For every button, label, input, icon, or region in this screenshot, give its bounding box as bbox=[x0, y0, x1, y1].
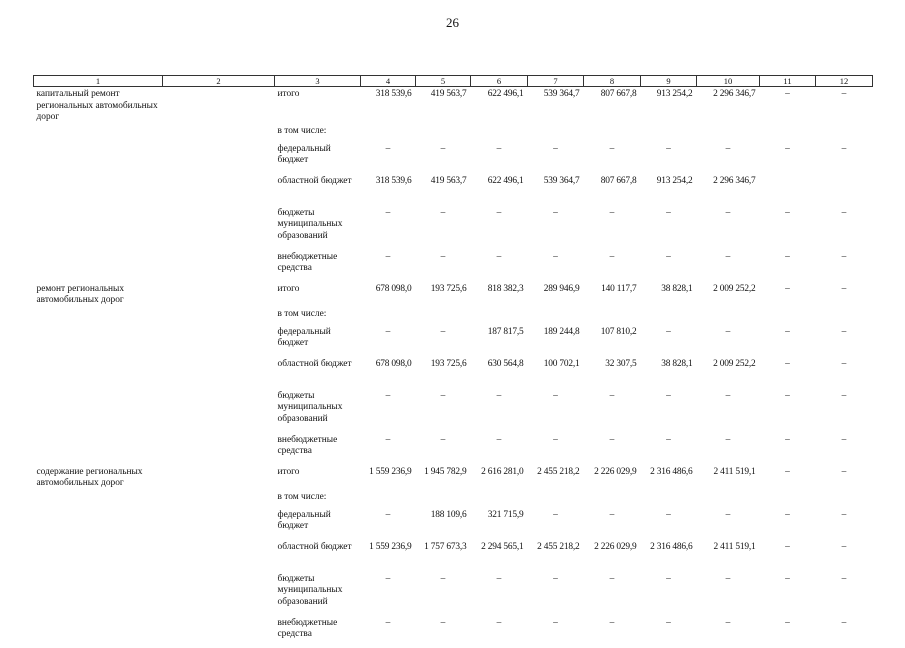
value-cell: 318 539,6 bbox=[375, 89, 412, 99]
value-cell bbox=[816, 124, 873, 142]
value-cell: 678 098,0 bbox=[375, 283, 412, 294]
value-cell bbox=[697, 490, 760, 508]
value-cell: – bbox=[553, 573, 558, 584]
table-row bbox=[34, 124, 873, 142]
empty-cell bbox=[163, 433, 275, 465]
value-cell bbox=[641, 307, 697, 325]
value-cell: – bbox=[785, 207, 790, 218]
value-cell: – bbox=[440, 143, 446, 154]
table-row bbox=[34, 490, 873, 508]
column-number: 3 bbox=[275, 76, 361, 87]
value-cell: – bbox=[385, 509, 391, 520]
value-cell: – bbox=[609, 143, 615, 154]
empty-cell bbox=[34, 174, 163, 206]
row-label: итого bbox=[277, 283, 300, 294]
value-cell bbox=[416, 490, 471, 508]
value-cell: – bbox=[785, 573, 790, 584]
value-cell: 2 226 029,9 bbox=[594, 541, 637, 552]
value-cell: – bbox=[609, 573, 615, 584]
empty-cell bbox=[34, 307, 163, 325]
table-row bbox=[34, 616, 873, 648]
value-cell: – bbox=[841, 143, 847, 154]
column-number: 5 bbox=[416, 76, 471, 87]
table-row bbox=[34, 465, 873, 490]
empty-cell bbox=[34, 540, 163, 572]
value-cell: – bbox=[841, 326, 847, 337]
value-cell: – bbox=[725, 434, 731, 445]
value-cell: – bbox=[841, 541, 847, 552]
value-cell bbox=[528, 490, 584, 508]
value-cell bbox=[760, 490, 816, 508]
empty-cell bbox=[163, 490, 275, 508]
value-cell: 1 945 782,9 bbox=[424, 466, 467, 477]
column-number: 2 bbox=[163, 76, 275, 87]
value-cell: – bbox=[666, 251, 671, 262]
value-cell bbox=[361, 124, 416, 142]
value-cell: 140 117,7 bbox=[601, 283, 637, 294]
value-cell: – bbox=[725, 207, 731, 218]
row-label: итого bbox=[277, 89, 300, 99]
value-cell: – bbox=[666, 573, 671, 584]
row-label: федеральный бюджет bbox=[277, 509, 331, 531]
value-cell: – bbox=[666, 617, 671, 628]
value-cell: – bbox=[841, 358, 847, 369]
row-label: федеральный бюджет bbox=[277, 143, 331, 165]
value-cell: – bbox=[440, 573, 446, 584]
value-cell: – bbox=[385, 143, 391, 154]
value-cell: 321 715,9 bbox=[487, 509, 524, 520]
value-cell: 187 817,5 bbox=[487, 326, 524, 337]
value-cell: – bbox=[785, 251, 790, 262]
value-cell: – bbox=[841, 283, 847, 294]
value-cell: 2 296 346,7 bbox=[713, 175, 756, 186]
value-cell bbox=[697, 124, 760, 142]
section-title: капитальный ремонт региональных автомобильных дорог bbox=[36, 89, 158, 122]
empty-cell bbox=[163, 174, 275, 206]
column-number: 4 bbox=[361, 76, 416, 87]
value-cell: – bbox=[841, 573, 847, 584]
column-number: 8 bbox=[584, 76, 641, 87]
value-cell: 419 563,7 bbox=[430, 89, 467, 99]
value-cell: – bbox=[609, 509, 615, 520]
value-cell: – bbox=[440, 390, 446, 401]
value-cell bbox=[471, 490, 528, 508]
row-label: внебюджетные средства bbox=[277, 617, 338, 639]
value-cell: – bbox=[496, 617, 502, 628]
value-cell: – bbox=[385, 573, 391, 584]
value-cell bbox=[528, 307, 584, 325]
row-label: итого bbox=[277, 466, 300, 477]
value-cell: – bbox=[666, 326, 671, 337]
value-cell: – bbox=[666, 434, 671, 445]
value-cell bbox=[816, 307, 873, 325]
table-row bbox=[34, 206, 873, 250]
value-cell bbox=[760, 307, 816, 325]
empty-cell bbox=[163, 572, 275, 616]
value-cell: – bbox=[553, 617, 558, 628]
empty-cell bbox=[163, 87, 275, 124]
row-label: в том числе: bbox=[277, 491, 327, 502]
value-cell: 630 564,8 bbox=[487, 358, 524, 369]
value-cell bbox=[471, 124, 528, 142]
value-cell: – bbox=[553, 251, 558, 262]
row-label: бюджеты муниципальных образований bbox=[277, 573, 343, 607]
value-cell: 289 946,9 bbox=[543, 283, 580, 294]
value-cell: – bbox=[496, 390, 502, 401]
value-cell: 188 109,6 bbox=[430, 509, 467, 520]
value-cell: – bbox=[496, 573, 502, 584]
value-cell: – bbox=[385, 617, 391, 628]
row-label: внебюджетные средства bbox=[277, 434, 338, 456]
empty-cell bbox=[34, 124, 163, 142]
value-cell bbox=[641, 490, 697, 508]
value-cell: 622 496,1 bbox=[487, 175, 524, 186]
value-cell: 818 382,3 bbox=[487, 283, 524, 294]
value-cell: – bbox=[785, 283, 790, 294]
empty-cell bbox=[163, 389, 275, 433]
value-cell: – bbox=[496, 143, 502, 154]
empty-cell bbox=[34, 508, 163, 540]
value-cell bbox=[584, 307, 641, 325]
value-cell: 2 616 281,0 bbox=[481, 466, 524, 477]
row-label: в том числе: bbox=[277, 308, 327, 319]
section-title: ремонт региональных автомобильных дорог bbox=[36, 283, 125, 305]
row-label: в том числе: bbox=[277, 125, 327, 136]
value-cell: – bbox=[609, 617, 615, 628]
value-cell: 807 667,8 bbox=[600, 175, 637, 186]
value-cell: 419 563,7 bbox=[430, 175, 467, 186]
value-cell: 913 254,2 bbox=[656, 175, 693, 186]
value-cell: – bbox=[666, 207, 671, 218]
empty-cell bbox=[163, 307, 275, 325]
column-number: 11 bbox=[760, 76, 816, 87]
value-cell: – bbox=[725, 617, 731, 628]
empty-cell bbox=[163, 142, 275, 174]
empty-cell bbox=[34, 616, 163, 648]
value-cell: 678 098,0 bbox=[375, 358, 412, 369]
value-cell: 107 810,2 bbox=[600, 326, 637, 337]
table-row bbox=[34, 250, 873, 282]
value-cell: 2 455 218,2 bbox=[537, 466, 580, 477]
value-cell: – bbox=[725, 573, 731, 584]
value-cell: – bbox=[496, 207, 502, 218]
value-cell: 38 828,1 bbox=[661, 358, 693, 369]
empty-cell bbox=[163, 124, 275, 142]
value-cell: – bbox=[785, 541, 790, 552]
empty-cell bbox=[34, 142, 163, 174]
value-cell bbox=[361, 490, 416, 508]
value-cell: – bbox=[785, 466, 790, 477]
table-body bbox=[34, 87, 873, 648]
value-cell: 2 316 486,6 bbox=[650, 466, 693, 477]
value-cell: – bbox=[785, 143, 790, 154]
value-cell: – bbox=[666, 390, 671, 401]
value-cell: 193 725,6 bbox=[430, 283, 467, 294]
value-cell: 100 702,1 bbox=[543, 358, 580, 369]
value-cell: 318 539,6 bbox=[375, 175, 412, 186]
value-cell bbox=[584, 124, 641, 142]
value-cell: 2 226 029,9 bbox=[594, 466, 637, 477]
column-number: 7 bbox=[528, 76, 584, 87]
table-row bbox=[34, 433, 873, 465]
value-cell bbox=[361, 307, 416, 325]
empty-cell bbox=[163, 465, 275, 490]
table-row bbox=[34, 508, 873, 540]
value-cell: – bbox=[725, 509, 731, 520]
table-row bbox=[34, 540, 873, 572]
value-cell: 807 667,8 bbox=[600, 89, 637, 99]
empty-cell bbox=[163, 282, 275, 307]
value-cell bbox=[760, 124, 816, 142]
value-cell: – bbox=[553, 143, 558, 154]
value-cell: – bbox=[440, 434, 446, 445]
value-cell bbox=[816, 490, 873, 508]
empty-cell bbox=[163, 325, 275, 357]
value-cell: – bbox=[666, 143, 671, 154]
budget-table bbox=[33, 75, 873, 648]
value-cell: 1 559 236,9 bbox=[369, 466, 412, 477]
value-cell: – bbox=[785, 89, 790, 99]
value-cell: 2 009 252,2 bbox=[713, 283, 756, 294]
value-cell: 539 364,7 bbox=[543, 175, 580, 186]
row-label: внебюджетные средства bbox=[277, 251, 338, 273]
column-number: 6 bbox=[471, 76, 528, 87]
table-row bbox=[34, 174, 873, 206]
value-cell: 32 307,5 bbox=[605, 358, 637, 369]
table-row bbox=[34, 142, 873, 174]
header-row bbox=[34, 76, 873, 87]
value-cell: – bbox=[785, 358, 790, 369]
value-cell: 193 725,6 bbox=[430, 358, 467, 369]
table-row bbox=[34, 572, 873, 616]
value-cell: – bbox=[841, 390, 847, 401]
row-label: бюджеты муниципальных образований bbox=[277, 390, 343, 424]
value-cell: – bbox=[785, 509, 790, 520]
row-label: федеральный бюджет bbox=[277, 326, 331, 348]
row-label: областной бюджет bbox=[277, 541, 352, 552]
value-cell: 913 254,2 bbox=[656, 89, 693, 99]
column-number: 12 bbox=[816, 76, 873, 87]
value-cell bbox=[760, 174, 816, 206]
section-title: содержание региональных автомобильных дорог bbox=[36, 466, 143, 488]
page-number: 26 bbox=[446, 15, 459, 30]
value-cell bbox=[584, 490, 641, 508]
row-label: областной бюджет bbox=[277, 358, 352, 369]
empty-cell bbox=[34, 490, 163, 508]
value-cell: – bbox=[841, 251, 847, 262]
empty-cell bbox=[34, 325, 163, 357]
value-cell: – bbox=[666, 509, 671, 520]
value-cell: – bbox=[725, 326, 731, 337]
value-cell: – bbox=[841, 509, 847, 520]
value-cell: – bbox=[440, 207, 446, 218]
value-cell: – bbox=[725, 390, 731, 401]
value-cell bbox=[528, 124, 584, 142]
table-row bbox=[34, 357, 873, 389]
column-numbers-header bbox=[34, 76, 873, 87]
value-cell: – bbox=[785, 390, 790, 401]
value-cell: – bbox=[785, 617, 790, 628]
value-cell: – bbox=[841, 207, 847, 218]
value-cell: – bbox=[725, 143, 731, 154]
table-row bbox=[34, 87, 873, 124]
value-cell: 2 294 565,1 bbox=[481, 541, 524, 552]
value-cell bbox=[816, 174, 873, 206]
table-row bbox=[34, 325, 873, 357]
value-cell: – bbox=[841, 617, 847, 628]
value-cell: 1 559 236,9 bbox=[369, 541, 412, 552]
empty-cell bbox=[34, 357, 163, 389]
empty-cell bbox=[34, 250, 163, 282]
value-cell: – bbox=[385, 207, 391, 218]
value-cell: 2 411 519,1 bbox=[713, 466, 756, 477]
empty-cell bbox=[163, 616, 275, 648]
value-cell bbox=[416, 124, 471, 142]
table-row bbox=[34, 282, 873, 307]
value-cell: – bbox=[385, 251, 391, 262]
value-cell bbox=[641, 124, 697, 142]
value-cell: – bbox=[553, 509, 558, 520]
empty-cell bbox=[163, 540, 275, 572]
value-cell bbox=[416, 307, 471, 325]
value-cell: – bbox=[841, 434, 847, 445]
value-cell: – bbox=[785, 326, 790, 337]
value-cell: – bbox=[609, 251, 615, 262]
value-cell: 38 828,1 bbox=[661, 283, 693, 294]
empty-cell bbox=[163, 357, 275, 389]
value-cell: – bbox=[609, 207, 615, 218]
empty-cell bbox=[34, 389, 163, 433]
value-cell: – bbox=[496, 251, 502, 262]
value-cell: 2 411 519,1 bbox=[713, 541, 756, 552]
empty-cell bbox=[163, 508, 275, 540]
value-cell: 539 364,7 bbox=[543, 89, 580, 99]
value-cell: – bbox=[841, 89, 847, 99]
empty-cell bbox=[163, 206, 275, 250]
value-cell: 189 244,8 bbox=[543, 326, 580, 337]
value-cell: 622 496,1 bbox=[487, 89, 524, 99]
value-cell: 1 757 673,3 bbox=[424, 541, 467, 552]
value-cell: – bbox=[553, 434, 558, 445]
value-cell: – bbox=[440, 251, 446, 262]
column-number: 9 bbox=[641, 76, 697, 87]
value-cell: – bbox=[553, 207, 558, 218]
value-cell: – bbox=[609, 434, 615, 445]
value-cell: 2 316 486,6 bbox=[650, 541, 693, 552]
value-cell: – bbox=[440, 617, 446, 628]
value-cell: 2 296 346,7 bbox=[713, 89, 756, 99]
table-row bbox=[34, 307, 873, 325]
column-number: 10 bbox=[697, 76, 760, 87]
value-cell: – bbox=[385, 326, 391, 337]
value-cell: 2 455 218,2 bbox=[537, 541, 580, 552]
table-row bbox=[34, 389, 873, 433]
column-number: 1 bbox=[34, 76, 163, 87]
value-cell: – bbox=[496, 434, 502, 445]
value-cell: 2 009 252,2 bbox=[713, 358, 756, 369]
value-cell bbox=[697, 307, 760, 325]
row-label: областной бюджет bbox=[277, 175, 352, 186]
value-cell: – bbox=[609, 390, 615, 401]
empty-cell bbox=[34, 206, 163, 250]
empty-cell bbox=[34, 572, 163, 616]
value-cell: – bbox=[553, 390, 558, 401]
row-label: бюджеты муниципальных образований bbox=[277, 207, 343, 241]
value-cell: – bbox=[725, 251, 731, 262]
value-cell: – bbox=[440, 326, 446, 337]
value-cell: – bbox=[841, 466, 847, 477]
value-cell bbox=[471, 307, 528, 325]
value-cell: – bbox=[385, 434, 391, 445]
empty-cell bbox=[34, 433, 163, 465]
value-cell: – bbox=[785, 434, 790, 445]
empty-cell bbox=[163, 250, 275, 282]
value-cell: – bbox=[385, 390, 391, 401]
